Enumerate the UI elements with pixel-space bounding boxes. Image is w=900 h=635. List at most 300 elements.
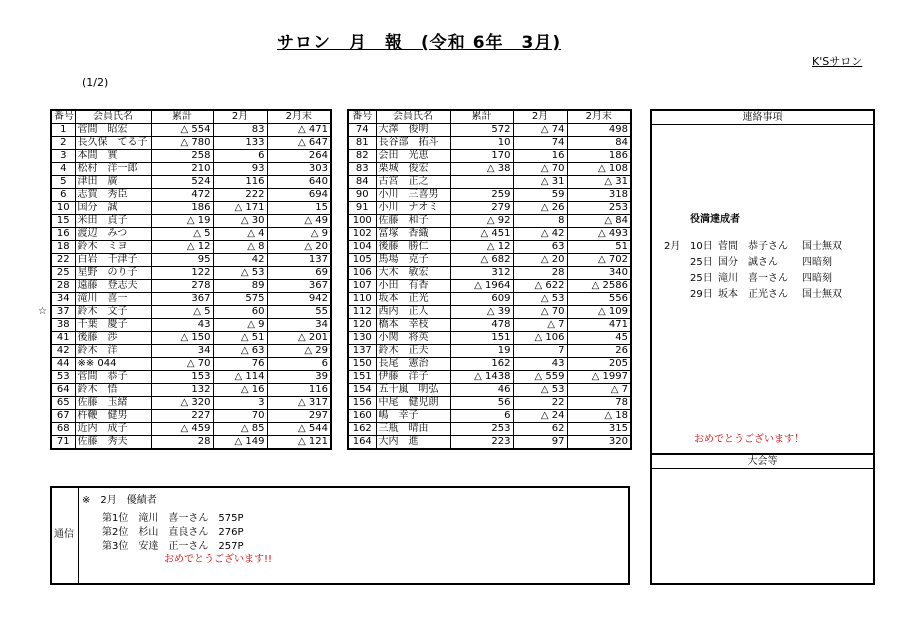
month-value: 83 bbox=[213, 124, 267, 137]
cumulative-total: △ 12 bbox=[151, 241, 213, 254]
table-row bbox=[51, 293, 331, 306]
cumulative-total: 34 bbox=[151, 345, 213, 358]
achiever-hand: 四暗刻 bbox=[802, 257, 832, 268]
table-row bbox=[51, 215, 331, 228]
month-end-total: △ 317 bbox=[267, 397, 331, 410]
communication-box bbox=[50, 486, 630, 585]
month-end-total: 205 bbox=[567, 358, 631, 371]
month-value: △ 74 bbox=[513, 124, 567, 137]
month-value: 93 bbox=[213, 163, 267, 176]
page-title: サロン 月 報 (令和 6年 3月) bbox=[277, 33, 562, 53]
month-end-total: △ 544 bbox=[267, 423, 331, 436]
member-no: 81 bbox=[348, 137, 376, 150]
month-end-total: △ 18 bbox=[567, 410, 631, 423]
member-name: 五十嵐 明弘 bbox=[376, 384, 450, 397]
table-row bbox=[348, 124, 631, 137]
member-no: 164 bbox=[348, 436, 376, 450]
communication-divider bbox=[78, 488, 79, 583]
member-no: 91 bbox=[348, 202, 376, 215]
month-value: 22 bbox=[513, 397, 567, 410]
month-value: △ 114 bbox=[213, 371, 267, 384]
cumulative-total: △ 70 bbox=[151, 358, 213, 371]
member-name: 米田 貞子 bbox=[75, 215, 151, 228]
month-end-total: △ 20 bbox=[267, 241, 331, 254]
left-member-table bbox=[50, 109, 332, 450]
month-value: 62 bbox=[513, 423, 567, 436]
month-value: 89 bbox=[213, 280, 267, 293]
month-value: △ 31 bbox=[513, 176, 567, 189]
cumulative-total: △ 5 bbox=[151, 306, 213, 319]
member-name: 菅間 恭子 bbox=[75, 371, 151, 384]
month-end-total: △ 702 bbox=[567, 254, 631, 267]
member-name: 渡辺 みつ bbox=[75, 228, 151, 241]
member-name: 鈴木 文子 bbox=[75, 306, 151, 319]
month-value: 43 bbox=[513, 358, 567, 371]
table-row bbox=[348, 345, 631, 358]
table-row bbox=[348, 241, 631, 254]
month-value: 63 bbox=[513, 241, 567, 254]
month-value: △ 171 bbox=[213, 202, 267, 215]
cumulative-total: 524 bbox=[151, 176, 213, 189]
cumulative-total: △ 150 bbox=[151, 332, 213, 345]
member-no: 6 bbox=[51, 189, 75, 202]
col-header-name: 会員氏名 bbox=[75, 110, 151, 124]
cumulative-total: 223 bbox=[450, 436, 513, 450]
month-end-total: 367 bbox=[267, 280, 331, 293]
member-name: 冨塚 香織 bbox=[376, 228, 450, 241]
cumulative-total: 56 bbox=[450, 397, 513, 410]
month-end-total: △ 29 bbox=[267, 345, 331, 358]
month-end-total: △ 647 bbox=[267, 137, 331, 150]
cumulative-total: △ 38 bbox=[450, 163, 513, 176]
member-no: 18 bbox=[51, 241, 75, 254]
achiever-name: 滝川 喜一さん bbox=[718, 273, 788, 284]
member-no: 112 bbox=[348, 306, 376, 319]
member-name: 杵鞭 健男 bbox=[75, 410, 151, 423]
cumulative-total: △ 12 bbox=[450, 241, 513, 254]
cumulative-total: 279 bbox=[450, 202, 513, 215]
month-value: 60 bbox=[213, 306, 267, 319]
table-row bbox=[348, 319, 631, 332]
month-value: △ 70 bbox=[513, 163, 567, 176]
member-name: 佐藤 和子 bbox=[376, 215, 450, 228]
member-no: 130 bbox=[348, 332, 376, 345]
member-no: 120 bbox=[348, 319, 376, 332]
table-row bbox=[51, 397, 331, 410]
cumulative-total: 278 bbox=[151, 280, 213, 293]
achiever-name: 国分 誠さん bbox=[718, 257, 778, 268]
cumulative-total: 162 bbox=[450, 358, 513, 371]
table-header-row bbox=[51, 110, 331, 124]
member-no: 162 bbox=[348, 423, 376, 436]
table-row bbox=[51, 319, 331, 332]
month-end-total: 556 bbox=[567, 293, 631, 306]
month-value: 42 bbox=[213, 254, 267, 267]
member-name: 鈴木 洋 bbox=[75, 345, 151, 358]
month-value: 28 bbox=[513, 267, 567, 280]
member-no: 107 bbox=[348, 280, 376, 293]
member-name: 橋本 幸枝 bbox=[376, 319, 450, 332]
member-name: 後藤 勝仁 bbox=[376, 241, 450, 254]
member-name: 中尾 健児朗 bbox=[376, 397, 450, 410]
communication-title: ※ 2月 優績者 bbox=[82, 495, 157, 506]
month-end-total: △ 201 bbox=[267, 332, 331, 345]
notes-congrats: おめでとうございます！ bbox=[694, 434, 804, 445]
month-end-total: 297 bbox=[267, 410, 331, 423]
month-value: 70 bbox=[213, 410, 267, 423]
rank-1: 第1位 滝川 喜一さん 575P bbox=[102, 513, 244, 524]
member-name: 菅間 昭宏 bbox=[75, 124, 151, 137]
member-no: 160 bbox=[348, 410, 376, 423]
member-no: 25 bbox=[51, 267, 75, 280]
table-row bbox=[51, 423, 331, 436]
member-no: 67 bbox=[51, 410, 75, 423]
member-name: 西内 正人 bbox=[376, 306, 450, 319]
member-no: 10 bbox=[51, 202, 75, 215]
table-row bbox=[348, 176, 631, 189]
member-name: 小川 ナオミ bbox=[376, 202, 450, 215]
month-value: △ 106 bbox=[513, 332, 567, 345]
month-end-total: 116 bbox=[267, 384, 331, 397]
month-value: 59 bbox=[513, 189, 567, 202]
member-no: 28 bbox=[51, 280, 75, 293]
table-row bbox=[348, 358, 631, 371]
month-value: 133 bbox=[213, 137, 267, 150]
month-end-total: 942 bbox=[267, 293, 331, 306]
cumulative-total: 19 bbox=[450, 345, 513, 358]
month-end-total: 640 bbox=[267, 176, 331, 189]
month-end-total: △ 7 bbox=[567, 384, 631, 397]
star-marker: ☆ bbox=[38, 306, 47, 317]
table-row bbox=[348, 228, 631, 241]
col-header-month: 2月 bbox=[213, 110, 267, 124]
col-header-no: 番号 bbox=[348, 110, 376, 124]
table-row bbox=[348, 254, 631, 267]
table-row bbox=[348, 163, 631, 176]
member-no: 82 bbox=[348, 150, 376, 163]
table-row bbox=[51, 163, 331, 176]
month-value: △ 7 bbox=[513, 319, 567, 332]
cumulative-total: 312 bbox=[450, 267, 513, 280]
member-name: 嶋 幸子 bbox=[376, 410, 450, 423]
month-value: △ 70 bbox=[513, 306, 567, 319]
table-header-row bbox=[348, 110, 631, 124]
month-value: 6 bbox=[213, 150, 267, 163]
member-name: 坂本 正光 bbox=[376, 293, 450, 306]
cumulative-total bbox=[450, 176, 513, 189]
member-no: 34 bbox=[51, 293, 75, 306]
month-end-total: △ 493 bbox=[567, 228, 631, 241]
member-no: 16 bbox=[51, 228, 75, 241]
cumulative-total: 609 bbox=[450, 293, 513, 306]
cumulative-total: △ 320 bbox=[151, 397, 213, 410]
achiever-hand: 国士無双 bbox=[802, 289, 842, 300]
member-name: 佐藤 玉緒 bbox=[75, 397, 151, 410]
member-name: 古宮 正之 bbox=[376, 176, 450, 189]
notes-box bbox=[650, 109, 875, 455]
month-value: △ 149 bbox=[213, 436, 267, 450]
member-name: 滝川 喜一 bbox=[75, 293, 151, 306]
right-member-table bbox=[347, 109, 632, 450]
member-name: 小関 将英 bbox=[376, 332, 450, 345]
member-name: 馬場 克子 bbox=[376, 254, 450, 267]
month-end-total: 51 bbox=[567, 241, 631, 254]
month-end-total: 26 bbox=[567, 345, 631, 358]
member-name: 後藤 渉 bbox=[75, 332, 151, 345]
month-value: △ 53 bbox=[213, 267, 267, 280]
month-value: 7 bbox=[513, 345, 567, 358]
member-name: 栗城 俊宏 bbox=[376, 163, 450, 176]
member-no: 84 bbox=[348, 176, 376, 189]
table-row bbox=[348, 397, 631, 410]
month-end-total: 55 bbox=[267, 306, 331, 319]
achiever-day: 25日 bbox=[690, 257, 713, 268]
cumulative-total: 46 bbox=[450, 384, 513, 397]
cumulative-total: 95 bbox=[151, 254, 213, 267]
col-header-no: 番号 bbox=[51, 110, 75, 124]
col-header-total: 累計 bbox=[450, 110, 513, 124]
member-no: 68 bbox=[51, 423, 75, 436]
member-name: 会田 光恵 bbox=[376, 150, 450, 163]
member-name: 長久保 てる子 bbox=[75, 137, 151, 150]
notes-header: 連絡事項 bbox=[652, 111, 873, 125]
communication-congrats: おめでとうございます!! bbox=[164, 554, 273, 565]
member-no: 42 bbox=[51, 345, 75, 358]
month-end-total: △ 31 bbox=[567, 176, 631, 189]
table-row bbox=[51, 124, 331, 137]
month-end-total: △ 9 bbox=[267, 228, 331, 241]
month-end-total: 137 bbox=[267, 254, 331, 267]
member-name: 鈴木 悟 bbox=[75, 384, 151, 397]
table-row bbox=[348, 384, 631, 397]
col-header-month-end: 2月末 bbox=[567, 110, 631, 124]
member-no: 15 bbox=[51, 215, 75, 228]
rank-3: 第3位 安達 正一さん 257P bbox=[102, 541, 244, 552]
month-end-total: 84 bbox=[567, 137, 631, 150]
table-row bbox=[51, 241, 331, 254]
month-end-total: 320 bbox=[567, 436, 631, 450]
cumulative-total: △ 1964 bbox=[450, 280, 513, 293]
cumulative-total: 153 bbox=[151, 371, 213, 384]
month-end-total: 6 bbox=[267, 358, 331, 371]
cumulative-total: 572 bbox=[450, 124, 513, 137]
month-value: △ 622 bbox=[513, 280, 567, 293]
month-end-total: 45 bbox=[567, 332, 631, 345]
table-row bbox=[51, 267, 331, 280]
member-no: 90 bbox=[348, 189, 376, 202]
cumulative-total: △ 39 bbox=[450, 306, 513, 319]
member-no: 37 bbox=[51, 306, 75, 319]
member-no: 102 bbox=[348, 228, 376, 241]
cumulative-total: 367 bbox=[151, 293, 213, 306]
member-no: 100 bbox=[348, 215, 376, 228]
month-value: △ 85 bbox=[213, 423, 267, 436]
cumulative-total: △ 451 bbox=[450, 228, 513, 241]
month-end-total: 15 bbox=[267, 202, 331, 215]
cumulative-total: 258 bbox=[151, 150, 213, 163]
month-end-total: △ 2586 bbox=[567, 280, 631, 293]
month-value: 116 bbox=[213, 176, 267, 189]
month-end-total: △ 108 bbox=[567, 163, 631, 176]
member-no: 4 bbox=[51, 163, 75, 176]
cumulative-total: △ 780 bbox=[151, 137, 213, 150]
cumulative-total: 151 bbox=[450, 332, 513, 345]
table-row bbox=[348, 410, 631, 423]
cumulative-total: 170 bbox=[450, 150, 513, 163]
cumulative-total: 186 bbox=[151, 202, 213, 215]
month-end-total: 34 bbox=[267, 319, 331, 332]
rank-2: 第2位 杉山 直良さん 276P bbox=[102, 527, 244, 538]
achiever-month: 2月 bbox=[664, 241, 681, 252]
member-name: 三瓶 晴由 bbox=[376, 423, 450, 436]
month-value: △ 559 bbox=[513, 371, 567, 384]
table-row bbox=[51, 371, 331, 384]
member-name: 本間 實 bbox=[75, 150, 151, 163]
member-name: 松村 洋一郎 bbox=[75, 163, 151, 176]
month-value: 16 bbox=[513, 150, 567, 163]
member-no: 1 bbox=[51, 124, 75, 137]
member-no: 151 bbox=[348, 371, 376, 384]
achiever-day: 25日 bbox=[690, 273, 713, 284]
month-value: 3 bbox=[213, 397, 267, 410]
member-no: 150 bbox=[348, 358, 376, 371]
achiever-hand: 四暗刻 bbox=[802, 273, 832, 284]
achiever-day: 29日 bbox=[690, 289, 713, 300]
table-row bbox=[348, 423, 631, 436]
month-value: △ 16 bbox=[213, 384, 267, 397]
month-value: 575 bbox=[213, 293, 267, 306]
month-value: △ 9 bbox=[213, 319, 267, 332]
table-row bbox=[348, 371, 631, 384]
cumulative-total: 6 bbox=[450, 410, 513, 423]
table-row bbox=[51, 345, 331, 358]
table-row bbox=[348, 436, 631, 450]
table-row bbox=[51, 410, 331, 423]
month-value: △ 63 bbox=[213, 345, 267, 358]
cumulative-total: 43 bbox=[151, 319, 213, 332]
month-end-total: 340 bbox=[567, 267, 631, 280]
cumulative-total: △ 5 bbox=[151, 228, 213, 241]
col-header-name: 会員氏名 bbox=[376, 110, 450, 124]
month-value: △ 53 bbox=[513, 384, 567, 397]
table-row bbox=[51, 254, 331, 267]
month-value: △ 51 bbox=[213, 332, 267, 345]
achiever-name: 坂本 正光さん bbox=[718, 289, 788, 300]
table-row bbox=[348, 267, 631, 280]
col-header-month-end: 2月末 bbox=[267, 110, 331, 124]
page-number: (1/2) bbox=[82, 76, 109, 89]
member-name: 志賀 秀臣 bbox=[75, 189, 151, 202]
month-end-total: 39 bbox=[267, 371, 331, 384]
table-row bbox=[51, 150, 331, 163]
month-end-total: 253 bbox=[567, 202, 631, 215]
month-value: 76 bbox=[213, 358, 267, 371]
month-end-total: 498 bbox=[567, 124, 631, 137]
table-row bbox=[348, 202, 631, 215]
month-value: △ 30 bbox=[213, 215, 267, 228]
yakuman-title: 役満達成者 bbox=[690, 214, 740, 225]
member-name: 伊藤 洋子 bbox=[376, 371, 450, 384]
member-no: 2 bbox=[51, 137, 75, 150]
member-name: 津田 廣 bbox=[75, 176, 151, 189]
col-header-month: 2月 bbox=[513, 110, 567, 124]
table-row bbox=[51, 332, 331, 345]
table-row bbox=[348, 332, 631, 345]
achiever-hand: 国士無双 bbox=[802, 241, 842, 252]
tournament-box bbox=[650, 453, 875, 585]
table-row bbox=[51, 384, 331, 397]
member-name: 小田 有香 bbox=[376, 280, 450, 293]
month-end-total: 315 bbox=[567, 423, 631, 436]
table-row bbox=[348, 215, 631, 228]
month-end-total: 694 bbox=[267, 189, 331, 202]
member-no: 65 bbox=[51, 397, 75, 410]
month-value: △ 4 bbox=[213, 228, 267, 241]
month-end-total: △ 84 bbox=[567, 215, 631, 228]
month-end-total: △ 1997 bbox=[567, 371, 631, 384]
cumulative-total: 10 bbox=[450, 137, 513, 150]
month-value: △ 42 bbox=[513, 228, 567, 241]
month-value: 97 bbox=[513, 436, 567, 450]
table-row bbox=[348, 189, 631, 202]
member-name: 佐藤 秀夫 bbox=[75, 436, 151, 450]
cumulative-total: 259 bbox=[450, 189, 513, 202]
member-no: 137 bbox=[348, 345, 376, 358]
month-value: △ 53 bbox=[513, 293, 567, 306]
month-end-total: 78 bbox=[567, 397, 631, 410]
month-value: △ 26 bbox=[513, 202, 567, 215]
member-name: 遠藤 登志夫 bbox=[75, 280, 151, 293]
member-name: 長谷部 拓斗 bbox=[376, 137, 450, 150]
cumulative-total: △ 19 bbox=[151, 215, 213, 228]
member-name: 大木 敏宏 bbox=[376, 267, 450, 280]
communication-label: 通信 bbox=[54, 529, 74, 540]
cumulative-total: 122 bbox=[151, 267, 213, 280]
month-end-total: △ 471 bbox=[267, 124, 331, 137]
month-value: 8 bbox=[513, 215, 567, 228]
achiever-name: 菅間 恭子さん bbox=[718, 241, 788, 252]
member-name: 長尾 憲治 bbox=[376, 358, 450, 371]
member-name: 星野 のり子 bbox=[75, 267, 151, 280]
member-name: ※※ 044 bbox=[75, 358, 151, 371]
table-row bbox=[51, 202, 331, 215]
month-value: 74 bbox=[513, 137, 567, 150]
member-no: 104 bbox=[348, 241, 376, 254]
month-value: △ 8 bbox=[213, 241, 267, 254]
member-name: 白岩 千津子 bbox=[75, 254, 151, 267]
member-name: 近内 成子 bbox=[75, 423, 151, 436]
cumulative-total: △ 459 bbox=[151, 423, 213, 436]
month-end-total: 471 bbox=[567, 319, 631, 332]
table-row bbox=[348, 150, 631, 163]
table-row bbox=[51, 189, 331, 202]
table-row bbox=[348, 293, 631, 306]
table-row bbox=[51, 436, 331, 450]
month-end-total: 303 bbox=[267, 163, 331, 176]
tournament-header: 大会等 bbox=[652, 455, 873, 469]
month-end-total: △ 109 bbox=[567, 306, 631, 319]
member-no: 154 bbox=[348, 384, 376, 397]
member-name: 鈴木 ミヨ bbox=[75, 241, 151, 254]
table-row bbox=[51, 280, 331, 293]
member-no: 44 bbox=[51, 358, 75, 371]
month-end-total: 318 bbox=[567, 189, 631, 202]
member-no: 110 bbox=[348, 293, 376, 306]
cumulative-total: 472 bbox=[151, 189, 213, 202]
member-no: 71 bbox=[51, 436, 75, 450]
month-end-total: 264 bbox=[267, 150, 331, 163]
member-no: 105 bbox=[348, 254, 376, 267]
